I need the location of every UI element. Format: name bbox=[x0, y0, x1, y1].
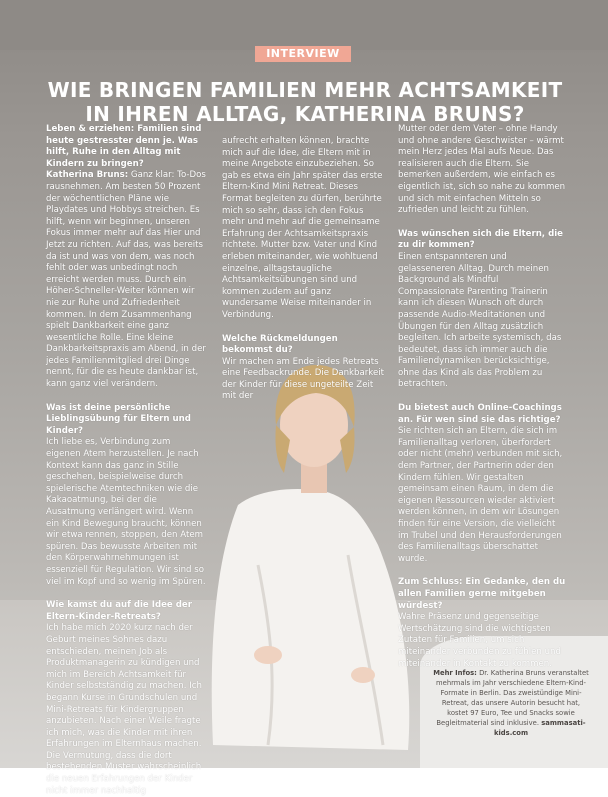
answer-5: Einen entspannteren und gelasseneren Alltag. Durch meinen Background als Mindful Compassionate Parenting Trainerin kann ich diesen Wunsch oft durch passende Audio-Meditationen und Übungen für den Alltag zusätzlich begleiten. Ich arbeite systemisch, das bedeutet, dass ich immer auch die Familiendynamiken berücksichtige, ohne das Kind als das Problem zu betrachten. bbox=[398, 251, 562, 390]
column-3 bbox=[398, 124, 566, 670]
question-1: Leben & erziehen: Familien sind heute gestresster denn je. Was hilft, Ruhe in den Alltag mit Kindern zu bringen? bbox=[46, 124, 202, 169]
info-lead: Mehr Infos: bbox=[433, 669, 477, 677]
answer-3-continued: aufrecht erhalten können, brachte mich auf die Idee, die Eltern mit in meine Angebote einzubeziehen. So gab es etwa ein Jahr später das erste Eltern-Kind Mini Retreat. Dieses Format begleiten zu dürfen, berührte mich so sehr, dass ich den Fokus mehr und mehr auf die gemeinsame Erfahrung der Achtsamkeitspraxis richtete. Mutter bzw. Vater und Kind erleben miteinander, wie wohltuend einzelne, alltagstaugliche Achtsamkeitsübungen sind und kommen zudem auf ganz wundersame Weise miteinander in Verbindung. bbox=[222, 136, 383, 320]
info-text: Dr. Katherina Bruns veranstaltet mehrmals im Jahr verschiedene Eltern-Kind-Formate in Berlin. Das zweistündige Mini-Retreat, das unsere Autorin besucht hat, kostet 97 Euro, Tee und Snacks sowie Begleitmaterial sind inklusive. bbox=[436, 669, 589, 727]
page-title bbox=[40, 78, 570, 126]
answer-4-continued: Mutter oder dem Vater – ohne Handy und ohne andere Geschwister – wärmt mein Herz jedes Mal aufs Neue. Das realisieren auch die Eltern. Sie bemerken außerdem, wie einfach es eigentlich ist, sich so nahe zu kommen und sich mit einfachen Mitteln so zufrieden und leicht zu fühlen. bbox=[398, 124, 566, 216]
portrait-photo bbox=[198, 355, 428, 755]
title-line-2: IN IHREN ALLTAG, KATHERINA BRUNS? bbox=[85, 102, 525, 126]
column-1 bbox=[46, 124, 206, 797]
answer-6: Sie richten sich an Eltern, die sich im Familienalltag verloren, überfordert oder nicht (mehr) verbunden mit sich, dem Partner, der Partnerin oder den Kindern fühlen. Wir gestalten gemeinsam einen Raum, in dem die eigenen Ressourcen wieder aktiviert werden können, in dem wir Lösungen finden für eine Version, die vielleicht im Trubel und den Herausforderungen des Familienalltags überschattet wurde. bbox=[398, 426, 563, 564]
answer-1 bbox=[46, 170, 206, 390]
answer-1-text: Ganz klar: To-Dos rausnehmen. Am besten 50 Prozent der wöchentlichen Pläne wie Playdates und Hobbys streichen. Es hilft, wenn wir beginnen, unseren Fokus immer mehr auf das Hier und Jetzt zu richten. Auf das, was bereits da ist und was von dem, was noch fehlt oder was unbedingt noch erreicht werden muss. Durch ein Höher-Schneller-Weiter können wir nie zur Ruhe und Zufriedenheit kommen. In dem Zusammenhang spielt Dankbarkeit eine ganz wesentliche Rolle. Eine kleine Dankbarkeitspraxis am Abend, in der jedes Familienmitglied drei Dinge nennt, für die es heute dankbar ist, kann ganz viel verändern. bbox=[46, 170, 206, 390]
info-box bbox=[432, 668, 590, 738]
answer-2: Ich liebe es, Verbindung zum eigenen Atem herzustellen. Je nach Kontext kann das ganz in Stille geschehen, beispielweise durch spielerische Atemtechniken wie die Kakaoatmung, bei der die Ausatmung verlängert wird. Wenn ein Kind Bewegung braucht, können wir etwa rennen, stoppen, den Atem spüren. Das bewusste Arbeiten mit den Körperwahrnehmungen ist essenziell für Regulation. Wir sind so viel im Kopf und so wenig im Spüren. bbox=[46, 437, 206, 587]
question-6: Du bietest auch Online-Coachings an. Für wen sind sie das richtige? bbox=[398, 403, 562, 425]
question-3: Wie kamst du auf die Idee der Eltern-Kinder-Retreats? bbox=[46, 600, 192, 622]
question-4: Welche Rückmeldungen bekommst du? bbox=[222, 333, 338, 356]
answer-4: Wir machen am Ende jedes Retreats eine Feedbackrunde. Die Dankbarkeit der Kinder für diese ungeteilte Zeit mit der bbox=[222, 356, 384, 402]
question-5: Was wünschen sich die Eltern, die zu dir kommen? bbox=[398, 228, 563, 251]
question-7: Zum Schluss: Ein Gedanke, den du allen Familien gerne mitgeben würdest? bbox=[398, 577, 566, 611]
section-badge: INTERVIEW bbox=[255, 46, 351, 62]
background-wall bbox=[0, 0, 608, 50]
answer-1-lead: Katherina Bruns: bbox=[46, 170, 129, 181]
answer-3: Ich habe mich 2020 kurz nach der Geburt meines Sohnes dazu entschieden, meinen Job als Produktmanagerin zu kündigen und mich im Bereich Achtsamkeit für Kinder selbstständig zu machen. Ich begann Kurse in Grundschulen und Mini-Retreats für Kindergruppen anzubieten. Nach einer Weile fragte ich mich, was die Kinder mit ihren Erfahrungen im Elternhaus machen. Die Vermutung, dass die dort bestehenden Muster wahrscheinlich die neuen Erfahrungen der Kinder nicht immer nachhaltig bbox=[46, 623, 202, 796]
question-2: Was ist deine persönliche Lieblingsübung für Eltern und Kinder? bbox=[46, 402, 191, 436]
column-2 bbox=[222, 136, 384, 403]
title-line-1: WIE BRINGEN FAMILIEN MEHR ACHTSAMKEIT bbox=[47, 78, 563, 102]
info-url[interactable]: sammasati-kids.com bbox=[493, 719, 586, 737]
answer-7: Wahre Präsenz und gegenseitige Wertschätzung sind die wichtigsten Zutaten für Familien, um sich miteinander verbunden zu fühlen und miteinander in Kontakt zu kommen. bbox=[398, 612, 561, 669]
